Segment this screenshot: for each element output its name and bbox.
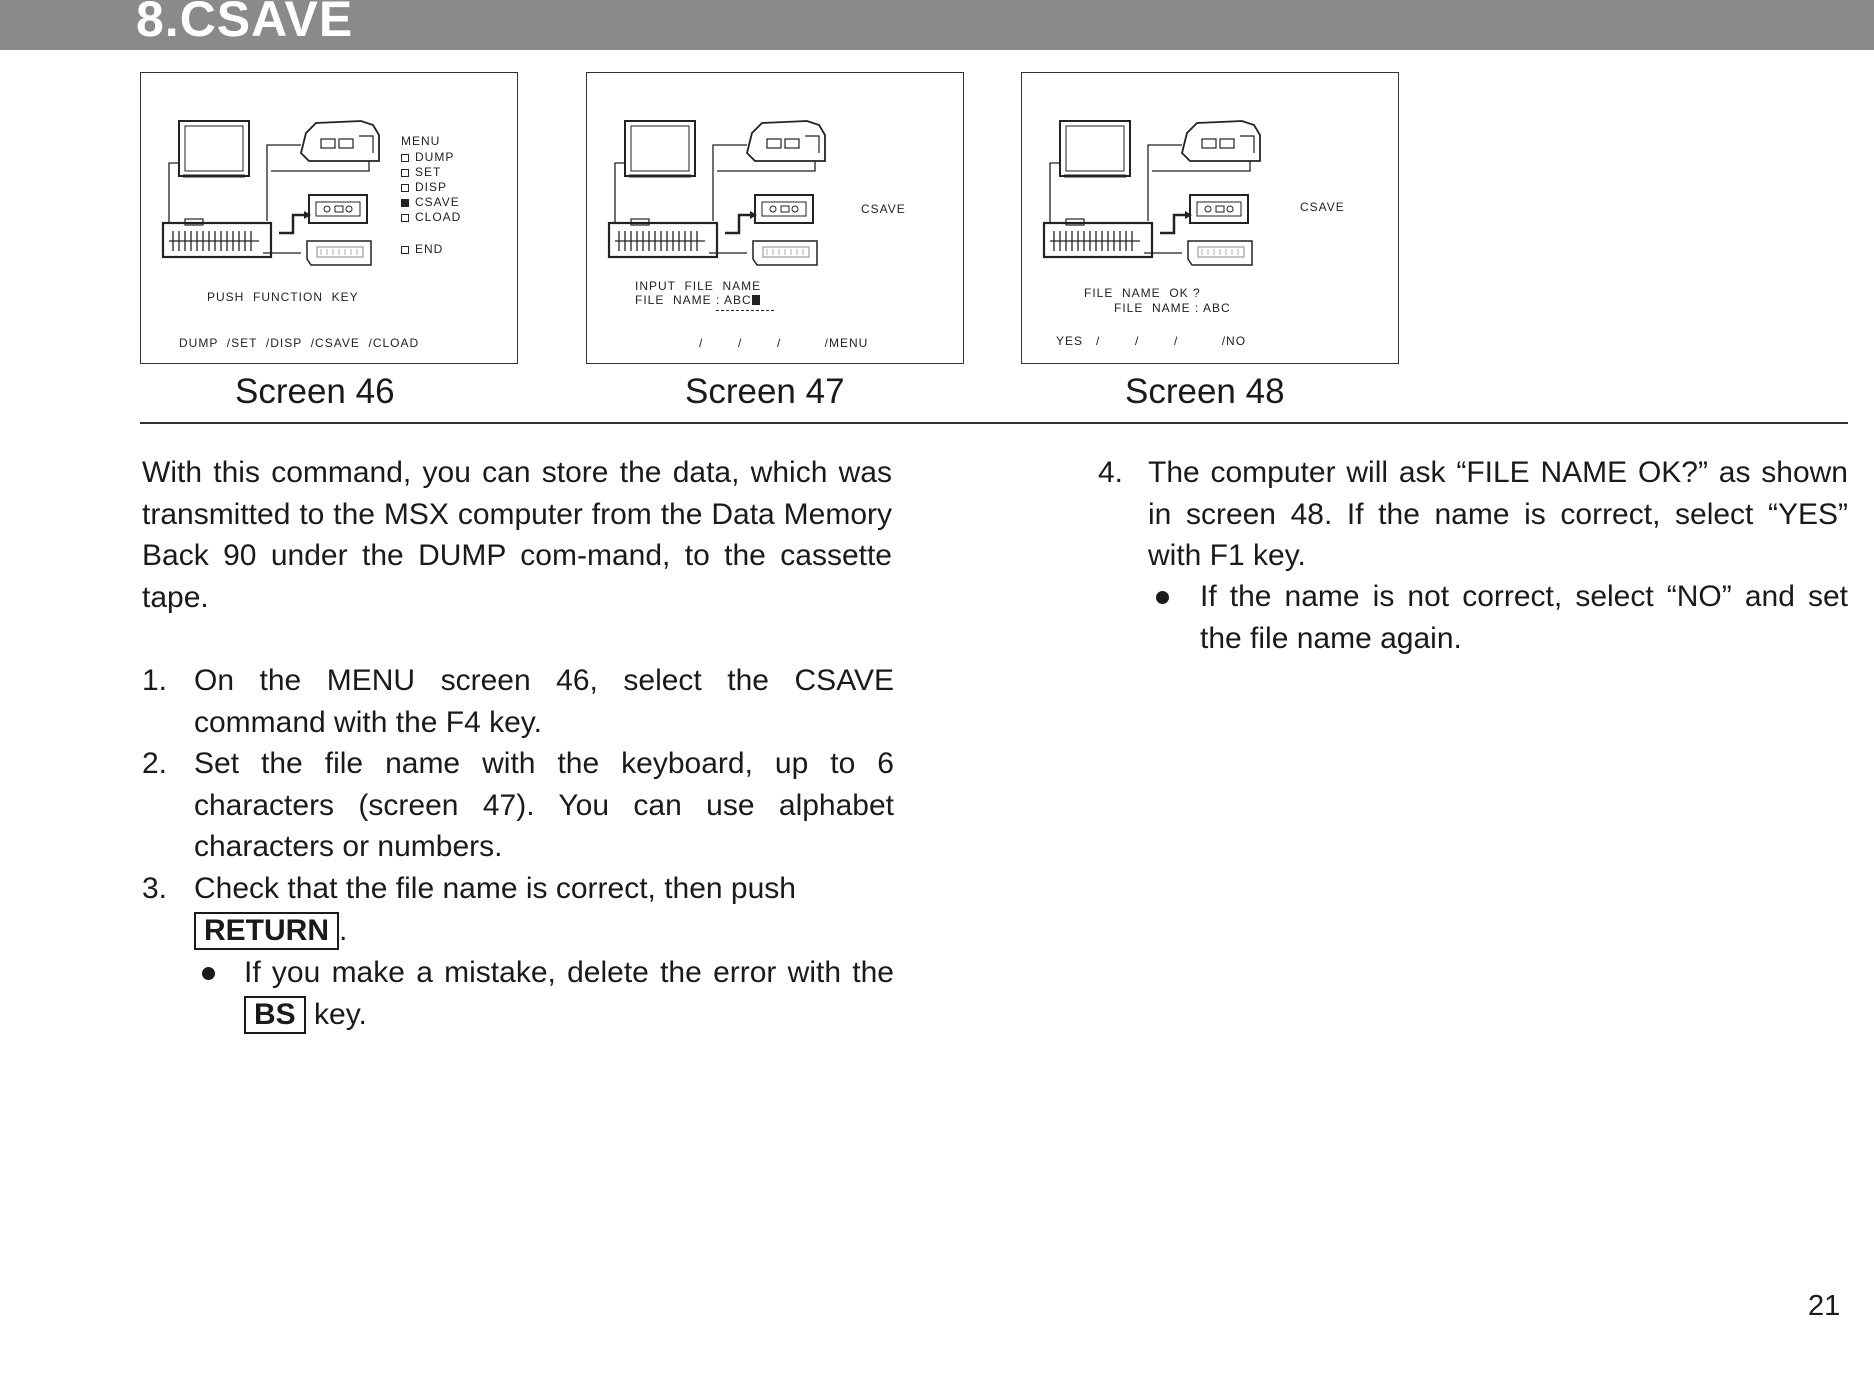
screen-46-caption: Screen 46 xyxy=(235,372,395,411)
equipment-diagram xyxy=(1022,73,1397,362)
screen-47 xyxy=(586,72,964,364)
screen-side-label: CSAVE xyxy=(1300,200,1345,214)
intro-paragraph: With this command, you can store the data, which was transmitted to the MSX computer from the Data Memory Back 90 under the DUMP com-mand, to the cassette tape. xyxy=(142,456,892,614)
menu-title: MENU xyxy=(401,134,441,148)
menu-item-disp: DISP xyxy=(401,181,447,194)
screen-prompt: FILE NAME OK ? xyxy=(1084,286,1201,300)
bs-key: BS xyxy=(244,996,306,1034)
checkbox-icon xyxy=(401,246,409,254)
screen-48-caption: Screen 48 xyxy=(1125,372,1285,411)
menu-item-end: END xyxy=(401,243,443,256)
menu-item-dump: DUMP xyxy=(401,151,454,164)
menu-item-csave: CSAVE xyxy=(401,196,460,209)
function-key-bar: / / / /MENU xyxy=(699,336,869,350)
return-key: RETURN xyxy=(194,912,339,950)
screen-46 xyxy=(140,72,518,364)
input-underline xyxy=(716,310,774,311)
checkbox-icon xyxy=(401,169,409,177)
screen-prompt: PUSH FUNCTION KEY xyxy=(207,290,359,304)
menu-item-set: SET xyxy=(401,166,441,179)
checkbox-icon xyxy=(401,184,409,192)
function-key-bar: DUMP /SET /DISP /CSAVE /CLOAD xyxy=(179,336,420,350)
screen-47-caption: Screen 47 xyxy=(685,372,845,411)
checkbox-icon xyxy=(401,154,409,162)
file-name-line: FILE NAME : ABC xyxy=(635,294,774,311)
function-key-bar: YES / / / /NO xyxy=(1056,334,1247,348)
cursor-icon xyxy=(752,295,760,305)
menu-item-cload: CLOAD xyxy=(401,211,461,224)
screen-48 xyxy=(1021,72,1399,364)
page-number: 21 xyxy=(1808,1290,1841,1322)
bullet-icon xyxy=(1156,591,1169,604)
checkbox-icon xyxy=(401,214,409,222)
checkbox-checked-icon xyxy=(401,199,409,207)
file-name-line: FILE NAME : ABC xyxy=(1114,301,1231,315)
section-divider xyxy=(140,422,1848,424)
equipment-diagram xyxy=(587,73,962,362)
screen-side-label: CSAVE xyxy=(861,202,906,216)
section-title: 8.CSAVE xyxy=(136,0,354,47)
bullet-icon xyxy=(202,967,215,980)
screen-prompt: INPUT FILE NAME xyxy=(635,279,762,293)
